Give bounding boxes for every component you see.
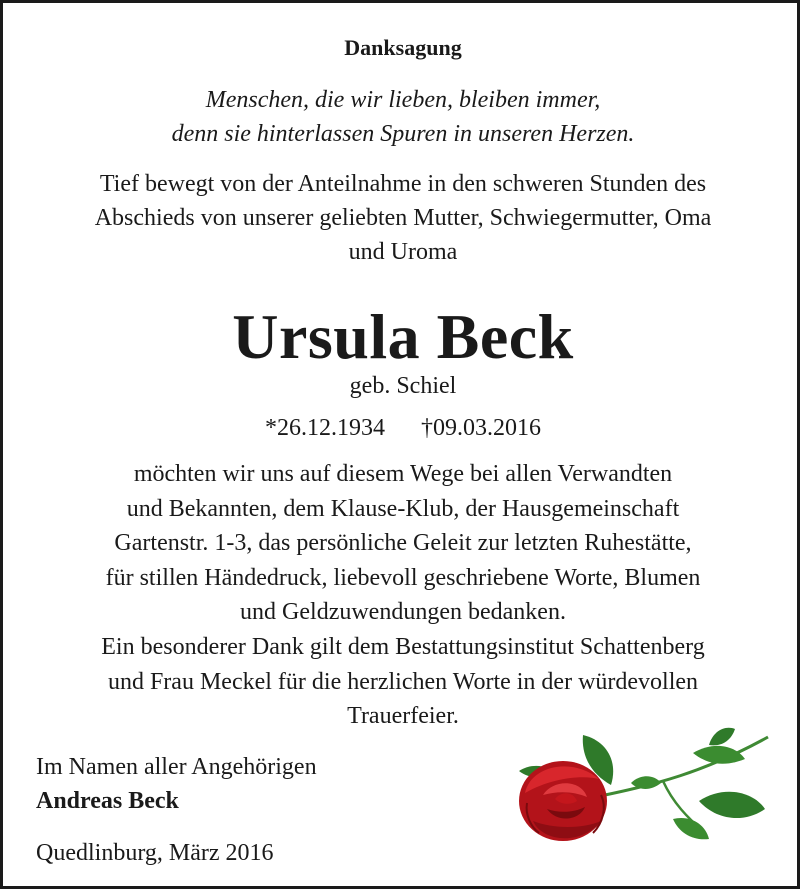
motto-line: Menschen, die wir lieben, bleiben immer, bbox=[205, 87, 601, 113]
thanks-line: für stillen Händedruck, liebevoll geschriebene Worte, Blumen bbox=[105, 564, 701, 591]
thanks-line: und Frau Meckel für die herzlichen Worte in der würdevollen bbox=[107, 668, 699, 695]
motto-verse bbox=[3, 83, 800, 151]
signature-line: Im Namen aller Angehörigen bbox=[36, 754, 317, 780]
deceased-name: Ursula Beck bbox=[232, 301, 574, 372]
birth-name: geb. Schiel bbox=[349, 373, 457, 399]
life-dates bbox=[3, 411, 800, 445]
place-date: Quedlinburg, März 2016 bbox=[36, 840, 274, 866]
signature-name: Andreas Beck bbox=[36, 788, 179, 814]
death-date: †09.03.2016 bbox=[421, 415, 541, 441]
thanks-line: Ein besonderer Dank gilt dem Bestattungsinstitut Schattenberg bbox=[101, 633, 705, 660]
thanks-text bbox=[3, 457, 800, 734]
thanks-line: und Geldzuwendungen bedanken. bbox=[240, 599, 566, 626]
heading: Danksagung bbox=[344, 35, 462, 60]
thanks-line: Trauerfeier. bbox=[347, 703, 459, 730]
intro-line: Abschieds von unserer geliebten Mutter, Schwiegermutter, Oma bbox=[94, 205, 712, 231]
thanks-line: und Bekannten, dem Klause-Klub, der Hausgemeinschaft bbox=[126, 495, 680, 522]
motto-line: denn sie hinterlassen Spuren in unseren Herzen. bbox=[171, 121, 635, 147]
intro-line: und Uroma bbox=[348, 239, 458, 265]
intro-text bbox=[3, 167, 800, 269]
intro-line: Tief bewegt von der Anteilnahme in den schweren Stunden des bbox=[99, 171, 707, 197]
birth-date: *26.12.1934 bbox=[265, 415, 385, 441]
rose-icon bbox=[513, 723, 783, 863]
thanks-line: möchten wir uns auf diesem Wege bei allen Verwandten bbox=[133, 461, 673, 487]
thanks-line: Gartenstr. 1-3, das persönliche Geleit zur letzten Ruhestätte, bbox=[114, 530, 692, 557]
